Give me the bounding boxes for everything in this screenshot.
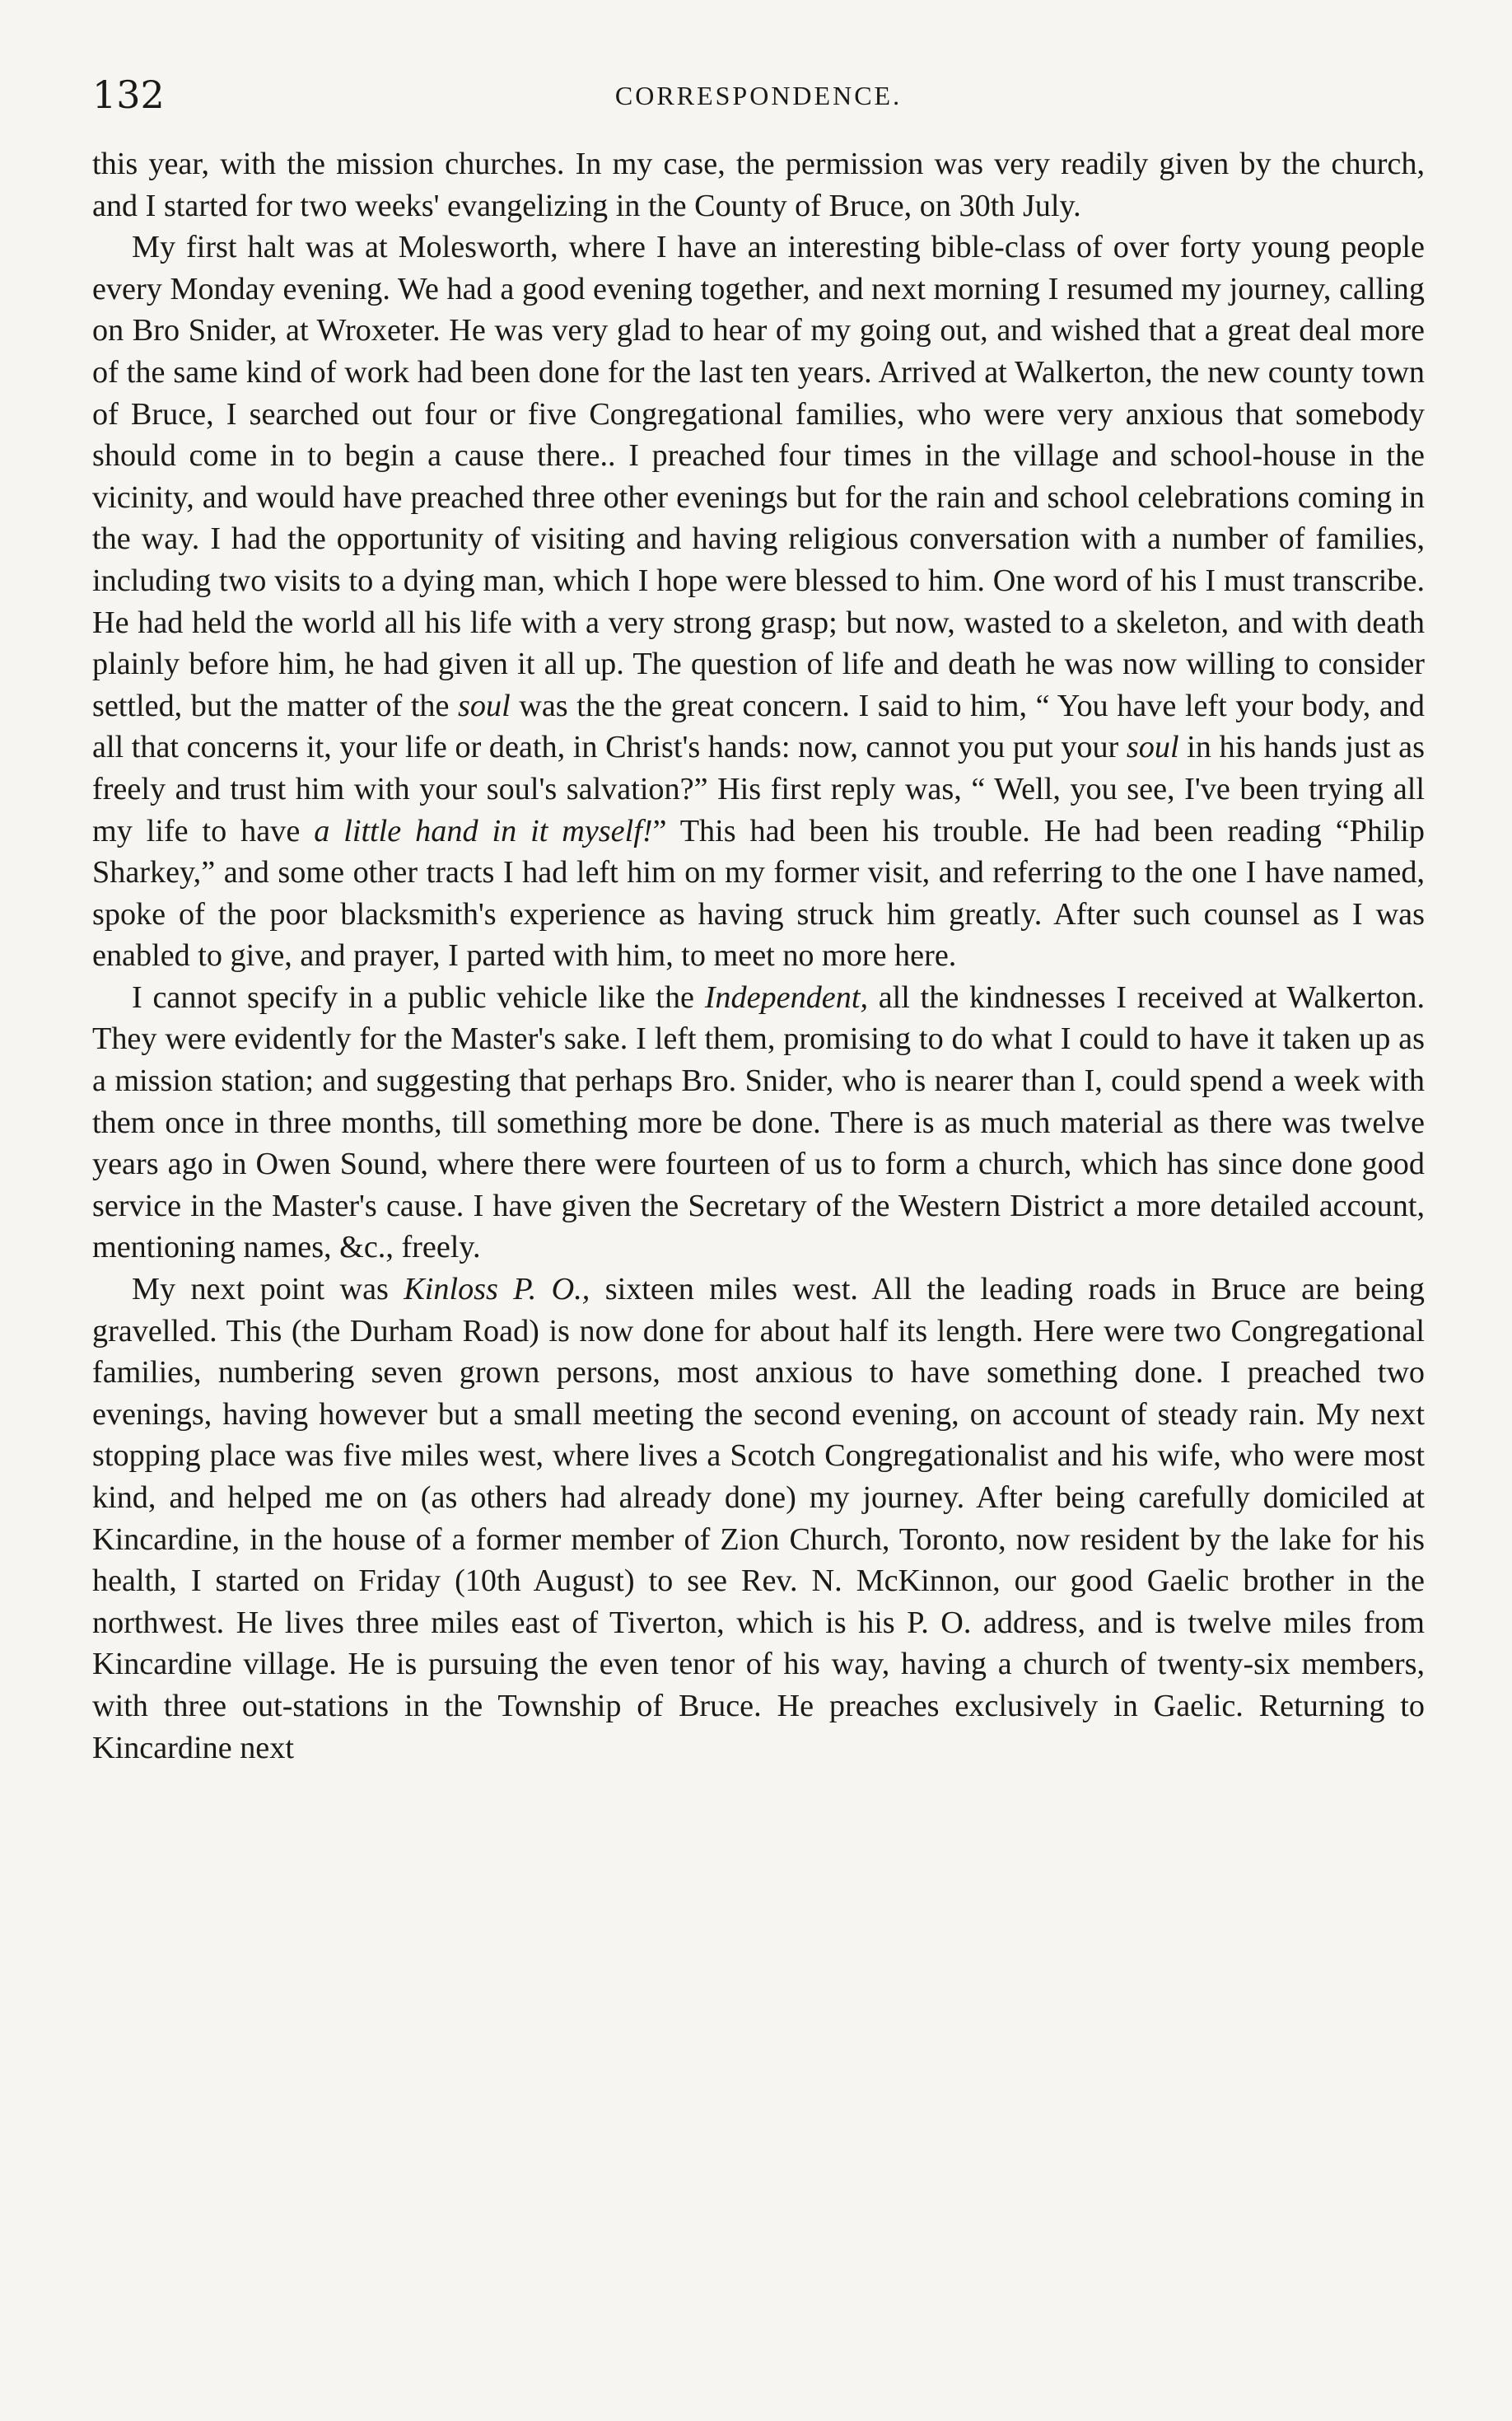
- paragraph-4: [92, 1269, 1425, 1769]
- body-text: [92, 143, 1425, 1769]
- text-segment: in his hands just as freely and trust him with your soul's salvation?” His first reply was, “ Well, you see, I've been trying all my life to have: [92, 730, 1425, 848]
- italic-text: Independent,: [704, 979, 868, 1015]
- text-segment: I cannot specify in a public vehicle like the: [132, 979, 705, 1015]
- italic-text: a little hand in it myself!: [314, 813, 653, 848]
- italic-text: soul: [1126, 730, 1179, 765]
- text-segment: sixteen miles west. All the leading roads in Bruce are being gravelled. This (the Durham Road) is now done for about half its length. Here were two Congregational families, numbering seven grown persons, most anxious to have something done. I preached two evenings, having however but a small meeting the second evening, on account of steady rain. My next stopping place was five miles west, where lives a Scotch Congregationalist and his wife, who were most kind, and helped me on (as others had already done) my journey. After being carefully domiciled at Kincardine, in the house of a former member of Zion Church, Toronto, now resident by the lake for his health, I started on Friday (10th August) to see Rev. N. McKinnon, our good Gaelic brother in the northwest. He lives three miles east of Tiverton, which is his P. O. address, and is twelve miles from Kincardine village. He is pursuing the even tenor of his way, having a church of twenty-six members, with three out-stations in the Township of Bruce. He preaches exclusively in Gaelic. Returning to Kincardine next: [92, 1272, 1425, 1765]
- italic-text: Kinloss P. O.,: [404, 1272, 590, 1307]
- paragraph-2: [92, 227, 1425, 977]
- text-segment: ” This had been his trouble. He had been reading “Philip Sharkey,” and some other tracts I had left him on my former visit, and referring to the one I have named, spoke of the poor blacksmith's experience as having struck him greatly. After such counsel as I was enabled to give, and prayer, I parted with him, to meet no more here.: [92, 813, 1425, 974]
- paragraph-1: [92, 143, 1425, 227]
- text-segment: all the kindnesses I received at Walkerton. They were evidently for the Master's sake. I left them, promising to do what I could to have it taken up as a mission station; and suggesting that perhaps Bro. Snider, who is nearer than I, could spend a week with them once in three months, till something more be done. There is as much material as there was twelve years ago in Owen Sound, where there were fourteen of us to form a church, which has since done good service in the Master's cause. I have given the Secretary of the Western District a more detailed account, mentioning names, &c., freely.: [92, 979, 1425, 1265]
- text-segment: this year, with the mission churches. In my case, the permission was very readily given by the church, and I started for two weeks' evangelizing in the County of Bruce, on 30th July.: [92, 147, 1425, 223]
- text-segment: My next point was: [132, 1272, 404, 1307]
- text-segment: My first halt was at Molesworth, where I have an interesting bible-class of over forty young people every Monday evening. We had a good evening together, and next morning I resumed my journey, calling on Bro Snider, at Wroxeter. He was very glad to hear of my going out, and wished that a great deal more of the same kind of work had been done for the last ten years. Arrived at Walkerton, the new county town of Bruce, I searched out four or five Congregational families, who were very anxious that somebody should come in to begin a cause there.. I preached four times in the village and school-house in the vicinity, and would have preached three other evenings but for the rain and school celebrations coming in the way. I had the opportunity of visiting and having religious conversation with a number of families, including two visits to a dying man, which I hope were blessed to him. One word of his I must transcribe. He had held the world all his life with a very strong grasp; but now, wasted to a skeleton, and with death plainly before him, he had given it all up. The question of life and death he was now willing to consider settled, but the matter of the: [92, 230, 1425, 723]
- italic-text: soul: [458, 688, 511, 723]
- page-number: 132: [92, 72, 165, 117]
- text-segment: was the the great concern. I said to him, “ You have left your body, and all that concerns it, your life or death, in Christ's hands: now, cannot you put your: [92, 688, 1425, 765]
- paragraph-3: [92, 977, 1425, 1269]
- running-head: CORRESPONDENCE.: [614, 81, 903, 110]
- page-header: [92, 72, 1425, 124]
- document-page: [92, 72, 1425, 1769]
